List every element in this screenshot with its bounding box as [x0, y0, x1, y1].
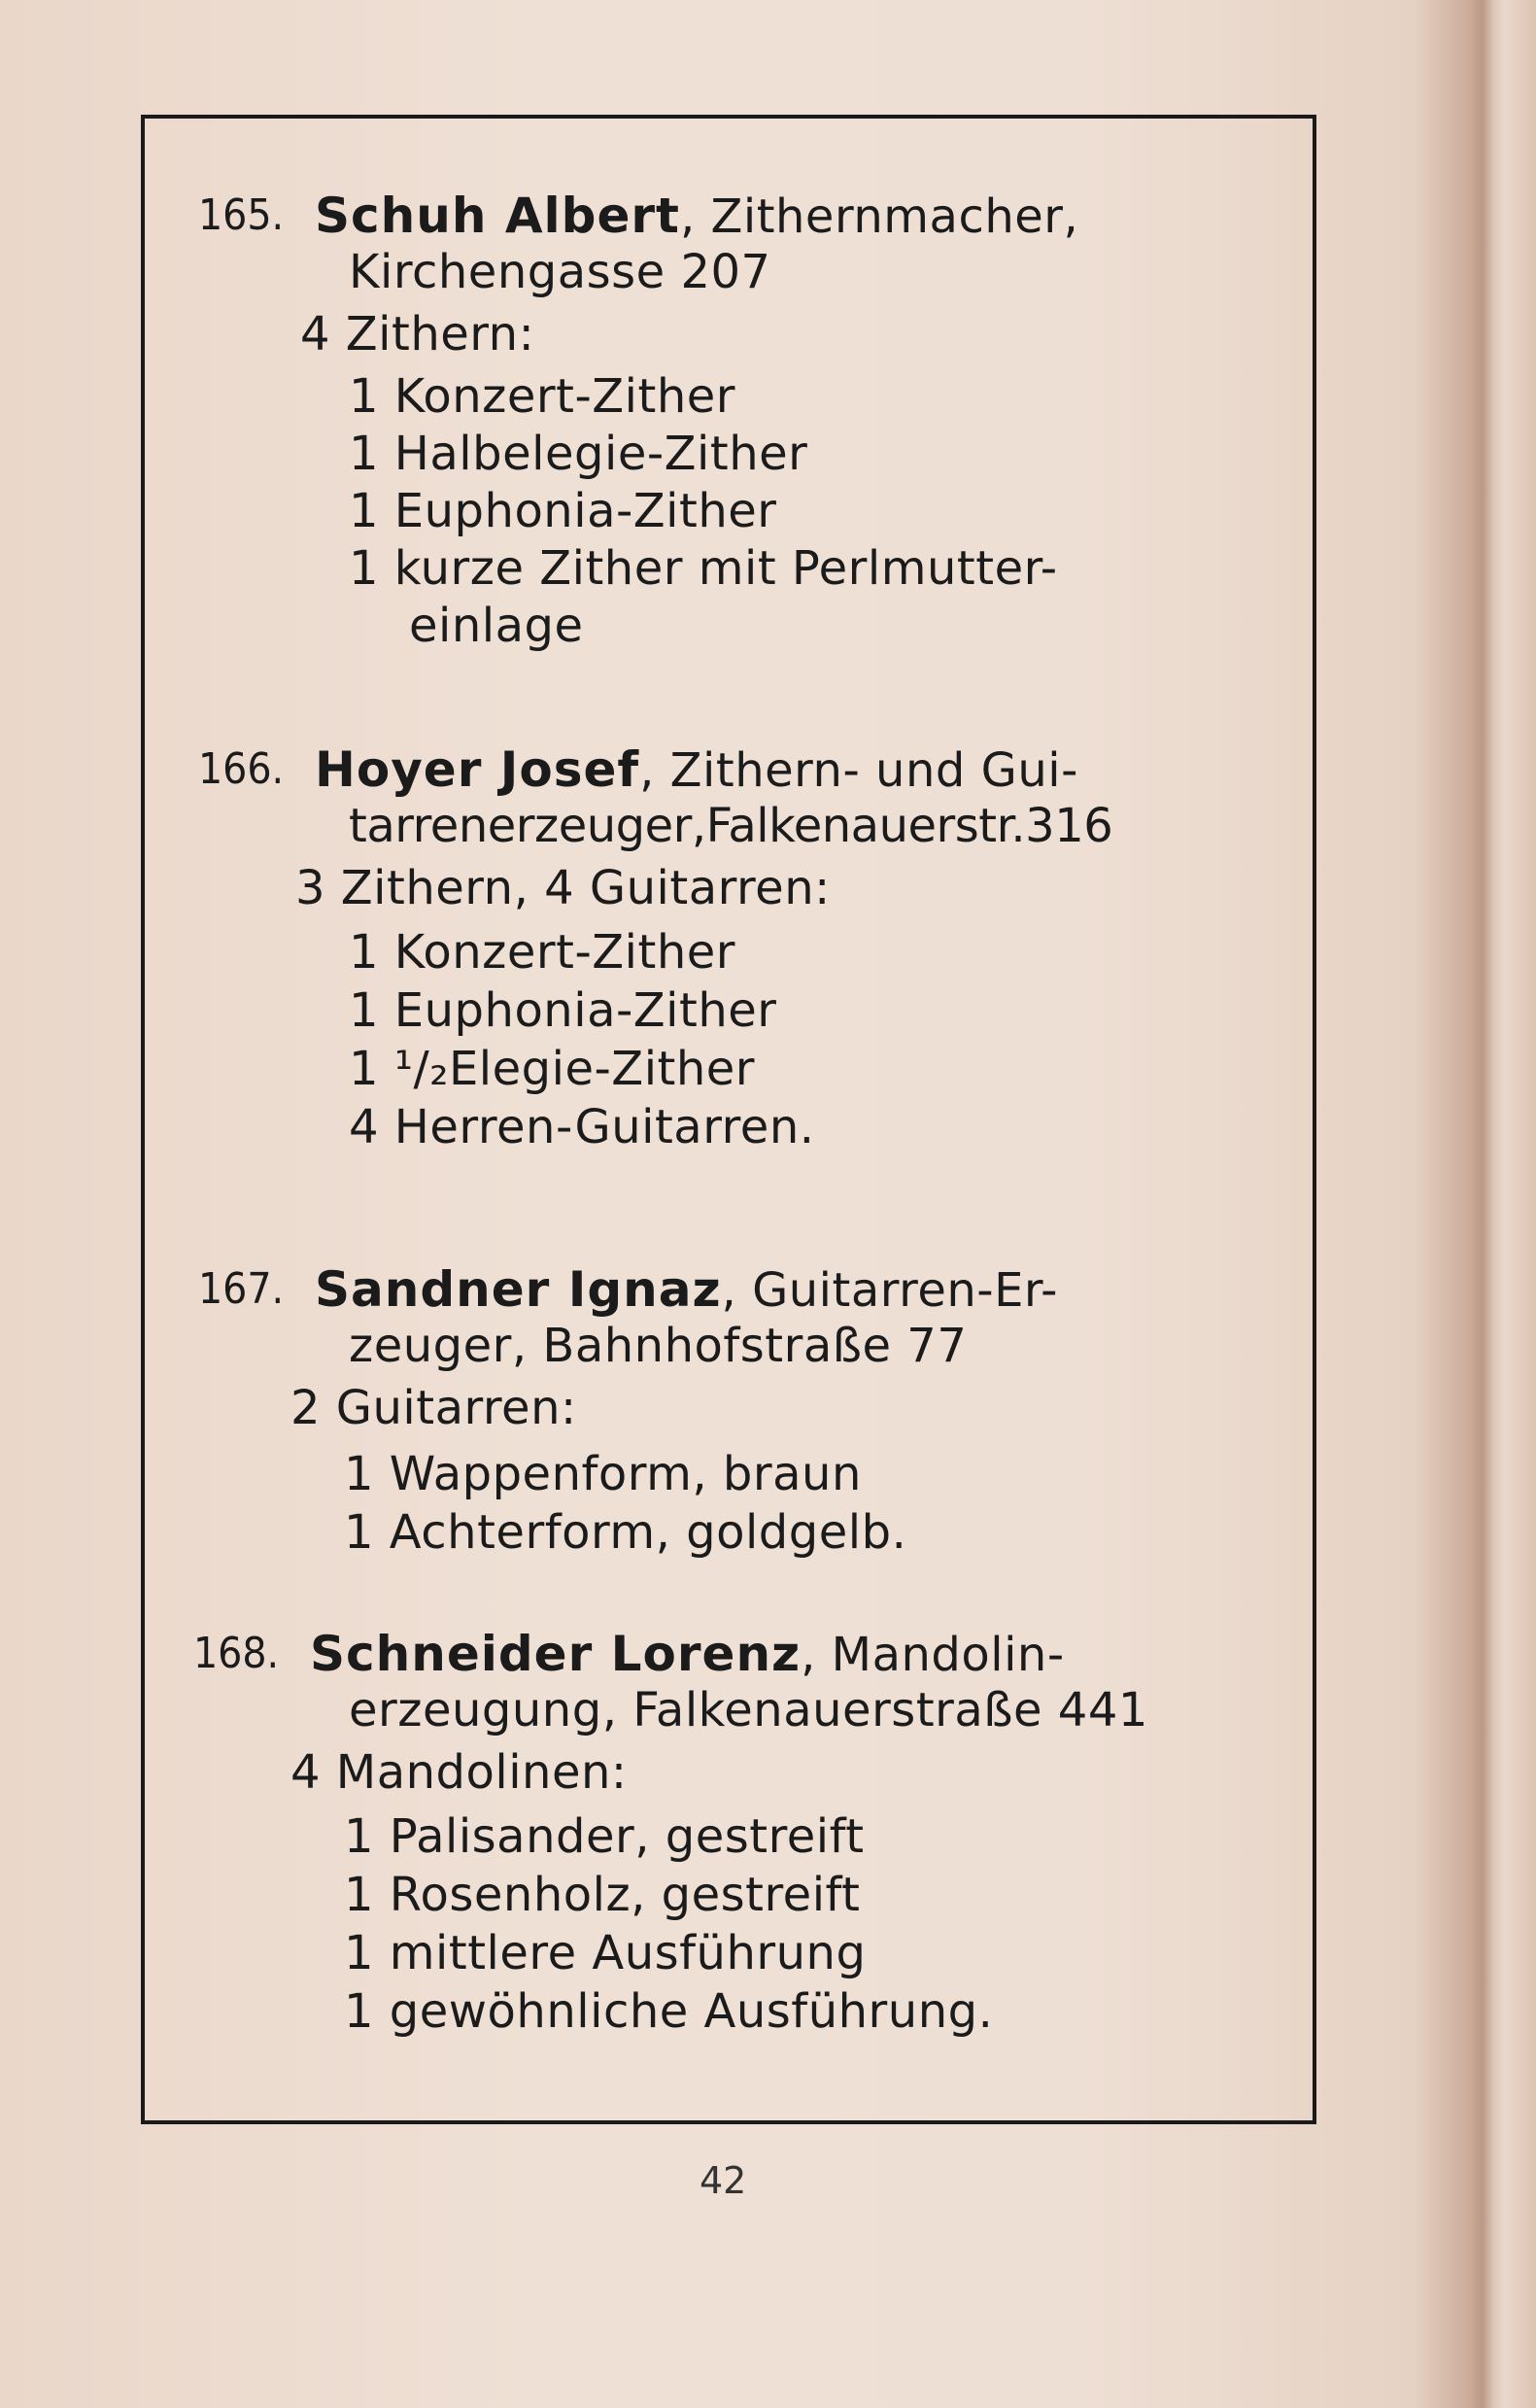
entry-profession: , Mandolin-	[801, 1628, 1065, 1682]
entry-summary: 3 Zithern, 4 Guitarren:	[295, 861, 831, 915]
entry-item: 1 Rosenholz, gestreift	[344, 1868, 861, 1922]
entry-item: 1 kurze Zither mit Perlmutter-	[349, 541, 1058, 596]
entry-name: Schuh Albert	[315, 188, 680, 244]
entry-item: 1 Konzert-Zither	[349, 925, 735, 980]
entry-item: 1 Euphonia-Zither	[349, 983, 777, 1038]
entry-heading	[310, 1625, 1065, 1684]
entry-name: Schneider Lorenz	[310, 1626, 802, 1682]
entry-profession: , Zithernmacher,	[679, 189, 1079, 244]
entry-name: Hoyer Josef	[315, 741, 640, 798]
entry-heading	[315, 1260, 1058, 1320]
entry-item: 1 Achterform, goldgelb.	[344, 1505, 907, 1560]
entry-item: 1 mittlere Ausführung	[344, 1926, 867, 1980]
page-number: 42	[700, 2159, 747, 2202]
entry-number: 165.	[198, 190, 285, 240]
entry-number: 168.	[193, 1629, 280, 1678]
entry-address: tarrenerzeuger,Falkenauerstr.316	[349, 799, 1113, 853]
entry-item: 1 Halbelegie-Zither	[349, 427, 808, 481]
entry-address: Kirchengasse 207	[349, 245, 771, 299]
content-frame	[141, 115, 1316, 2124]
entry-item: 1 Euphonia-Zither	[349, 484, 777, 538]
entry-item: 1 Wappenform, braun	[344, 1447, 862, 1501]
entry-address: zeuger, Bahnhofstraße 77	[349, 1319, 968, 1373]
entry-item: 1 ¹/₂Elegie-Zither	[349, 1042, 756, 1096]
entry-item: 1 gewöhnliche Ausführung.	[344, 1984, 994, 2039]
entry-name: Sandner Ignaz	[315, 1261, 722, 1318]
entry-number: 167.	[198, 1264, 285, 1314]
entry-summary: 4 Mandolinen:	[290, 1745, 628, 1800]
entry-number: 166.	[198, 744, 285, 794]
entry-item: 1 Palisander, gestreift	[344, 1809, 865, 1864]
entry-heading	[315, 740, 1078, 800]
page-spine-shadow	[1472, 0, 1493, 2408]
entry-item: 4 Herren-Guitarren.	[349, 1100, 815, 1154]
entry-summary: 4 Zithern:	[300, 307, 535, 361]
entry-item: einlage	[409, 599, 584, 653]
entry-heading	[315, 187, 1078, 246]
entry-profession: , Zithern- und Gui-	[639, 743, 1078, 798]
entry-summary: 2 Guitarren:	[290, 1381, 577, 1435]
entry-profession: , Guitarren-Er-	[721, 1263, 1058, 1318]
entry-item: 1 Konzert-Zither	[349, 369, 735, 424]
entry-address: erzeugung, Falkenauerstraße 441	[349, 1683, 1148, 1737]
